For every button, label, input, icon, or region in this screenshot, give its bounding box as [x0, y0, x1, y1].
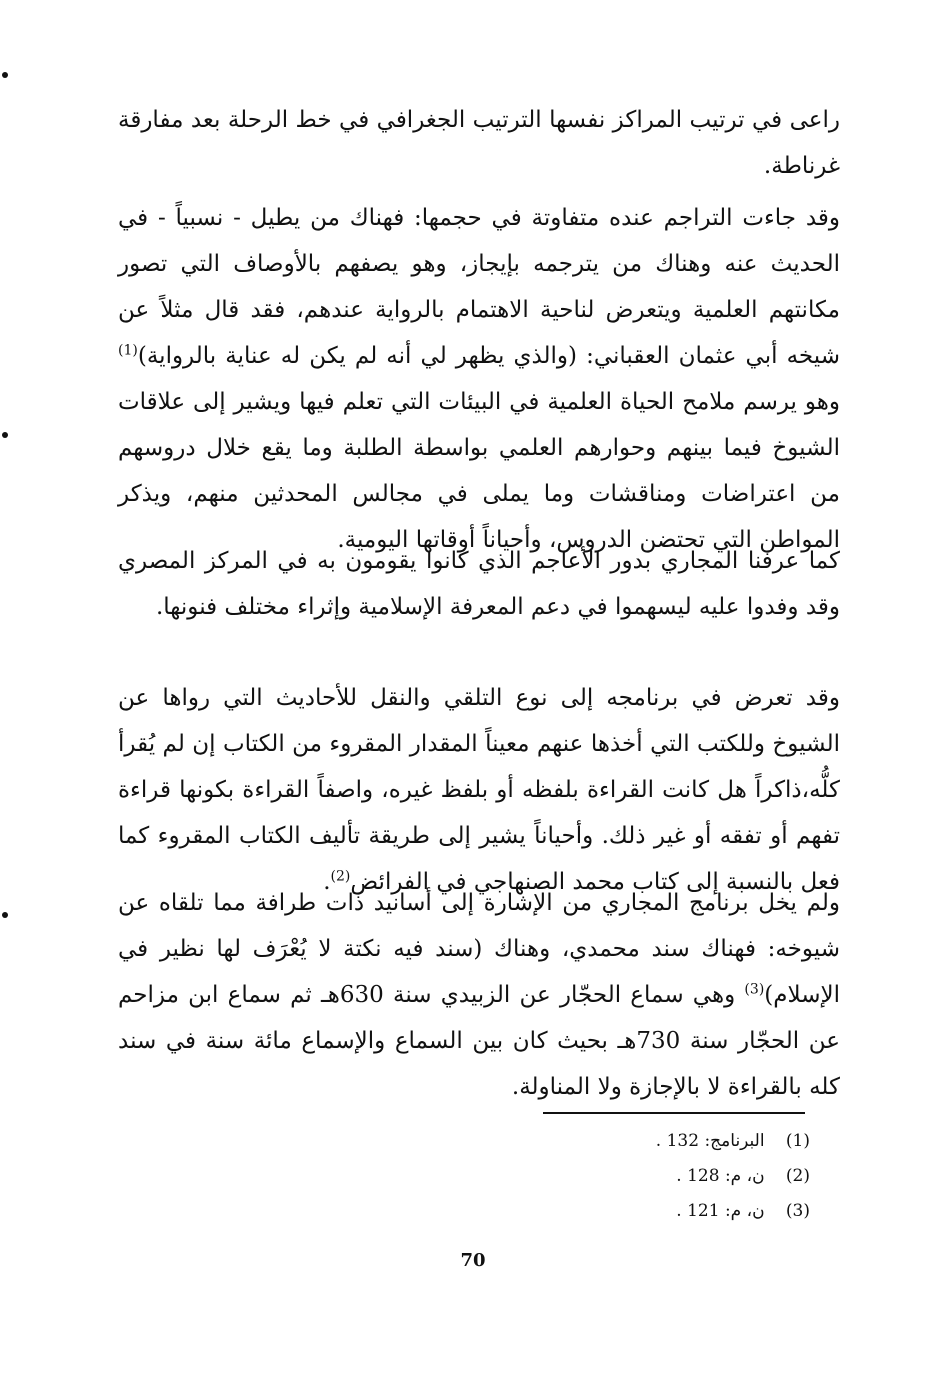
paragraph-5-text-a: ولم يخل برنامج المجاري من الإشارة إلى أسانيد ذات طرافة مما تلقاه عن شيوخه: فهناك سند محمدي، وهناك (سند فيه نكتة لا يُعْرَف لها نظير في الإسلام) [118, 890, 840, 1008]
footnote-number: (1) [785, 1131, 810, 1151]
paragraph-3: كما عرفنا المجاري بدور الأعاجم الذي كانوا يقومون به في المركز المصري وقد وفدوا عليه ليسهموا في دعم المعرفة الإسلامية وإثراء مختلف فنونها. [118, 548, 840, 620]
paragraph-2 [118, 195, 840, 563]
page-number: 70 [460, 1250, 486, 1271]
footnote-text: ن، م: 121 . [676, 1201, 765, 1221]
paragraph-4-text-b: . [323, 869, 331, 895]
footnote-ref-1: (1) [118, 342, 138, 359]
footnote-3 [530, 1194, 810, 1229]
paragraph-2-text-b: وهو يرسم ملامح الحياة العلمية في البيئات التي تعلم فيها ويشير إلى علاقات الشيوخ فيما بينهم وحوارهم العلمي بواسطة الطلبة وما يقع خلال دروسهم من اعتراضات ومناقشات وما يملى في مجالس المحدثين منهم، ويذكر المواطن التي تحتضن الدروس، وأحياناً أوقاتها اليومية. [118, 389, 840, 553]
footnote-ref-2: (2) [330, 868, 351, 885]
footnote-text: ن، م: 128 . [676, 1166, 765, 1186]
margin-mark-1 [2, 72, 8, 78]
footnote-separator [543, 1112, 805, 1114]
footnotes [530, 1124, 810, 1229]
margin-mark-3 [2, 912, 8, 918]
paragraph-1: راعى في ترتيب المراكز نفسها الترتيب الجغرافي في خط الرحلة بعد مفارقة غرناطة. [118, 107, 840, 179]
footnote-2 [530, 1159, 810, 1194]
footnote-ref-3: (3) [744, 981, 765, 998]
footnote-text: البرنامج: 132 . [655, 1131, 765, 1151]
footnote-number: (3) [785, 1201, 810, 1221]
margin-mark-2 [2, 432, 8, 438]
footnote-number: (2) [785, 1166, 810, 1186]
paragraph-5 [118, 880, 840, 1110]
paragraph-4-text-a: وقد تعرض في برنامجه إلى نوع التلقي والنقل للأحاديث التي رواها عن الشيوخ وللكتب التي أخذها عنهم معيناً المقدار المقروء من الكتاب إن لم يُقرأ كلُّه،ذاكراً هل كانت القراءة بلفظه أو بلفظ غيره، واصفاً القراءة بكونها قراءة تفهم أو تفقه أو غير ذلك. وأحياناً يشير إلى طريقة تأليف الكتاب المقروء كما فعل بالنسبة إلى كتاب محمد الصنهاجي في الفرائض [118, 685, 840, 895]
paragraph-4 [118, 675, 840, 905]
footnote-1 [530, 1124, 810, 1159]
paragraph-2-text-a: وقد جاءت التراجم عنده متفاوتة في حجمها: فهناك من يطيل - نسبياً - في الحديث عنه وهناك من يترجمه بإيجاز، وهو يصفهم بالأوصاف التي تصور مكانتهم العلمية ويتعرض لناحية الاهتمام بالرواية عندهم، فقد قال مثلاً عن شيخه أبي عثمان العقباني: (والذي يظهر لي أنه لم يكن له عناية بالرواية) [118, 205, 840, 369]
paragraph-5-text-b: وهي سماع الحجّار عن الزبيدي سنة 630هـ ثم سماع ابن مزاحم عن الحجّار سنة 730هـ بحيث كان بين السماع والإسماع مائة سنة في سند كله بالقراءة لا بالإجازة ولا المناولة. [118, 982, 840, 1100]
